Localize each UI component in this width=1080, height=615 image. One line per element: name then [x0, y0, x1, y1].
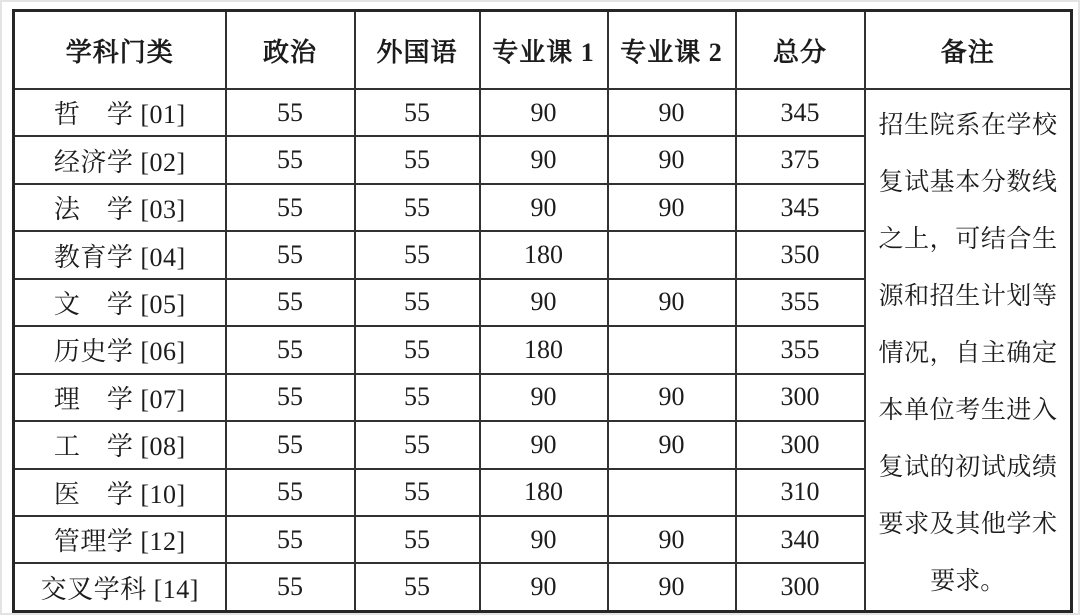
remark-line: 复试基本分数线	[878, 169, 1057, 196]
discipline-cell: 理 学 [07]	[14, 374, 226, 421]
foreign-language-score-cell: 55	[355, 563, 480, 611]
course2-score-cell: 90	[608, 516, 736, 563]
header-remark: 备注	[865, 11, 1072, 90]
total-score-cell: 345	[736, 184, 865, 231]
foreign-language-score-cell: 55	[355, 184, 480, 231]
table-body	[14, 89, 1072, 612]
header-row	[14, 11, 1072, 90]
total-score-cell: 300	[736, 563, 865, 611]
foreign-language-score-cell: 55	[355, 89, 480, 136]
course1-score-cell: 90	[480, 89, 608, 136]
remark-line: 本单位考生进入	[878, 397, 1057, 424]
discipline-cell: 哲 学 [01]	[14, 89, 226, 136]
course2-score-cell: 90	[608, 374, 736, 421]
table-row	[14, 89, 1072, 136]
discipline-cell: 历史学 [06]	[14, 326, 226, 373]
course1-score-cell: 180	[480, 231, 608, 278]
foreign-language-score-cell: 55	[355, 469, 480, 516]
course1-score-cell: 90	[480, 136, 608, 183]
total-score-cell: 345	[736, 89, 865, 136]
course2-score-cell: 90	[608, 184, 736, 231]
course1-score-cell: 90	[480, 374, 608, 421]
politics-score-cell: 55	[226, 231, 355, 278]
remark-line: 要求。	[930, 568, 1006, 595]
course1-score-cell: 90	[480, 516, 608, 563]
course1-score-cell: 90	[480, 279, 608, 326]
header-course2: 专业课 2	[608, 11, 736, 90]
politics-score-cell: 55	[226, 89, 355, 136]
foreign-language-score-cell: 55	[355, 421, 480, 468]
total-score-cell: 300	[736, 374, 865, 421]
total-score-cell: 355	[736, 326, 865, 373]
total-score-cell: 355	[736, 279, 865, 326]
total-score-cell: 350	[736, 231, 865, 278]
course2-score-cell: 90	[608, 89, 736, 136]
course2-score-cell: 90	[608, 421, 736, 468]
politics-score-cell: 55	[226, 563, 355, 611]
header-politics: 政治	[226, 11, 355, 90]
course2-score-cell: 90	[608, 563, 736, 611]
header-discipline: 学科门类	[14, 11, 226, 90]
course1-score-cell: 90	[480, 563, 608, 611]
politics-score-cell: 55	[226, 469, 355, 516]
header-foreign-language: 外国语	[355, 11, 480, 90]
total-score-cell: 310	[736, 469, 865, 516]
politics-score-cell: 55	[226, 184, 355, 231]
course1-score-cell: 180	[480, 469, 608, 516]
foreign-language-score-cell: 55	[355, 326, 480, 373]
discipline-cell: 工 学 [08]	[14, 421, 226, 468]
discipline-cell: 教育学 [04]	[14, 231, 226, 278]
total-score-cell: 340	[736, 516, 865, 563]
politics-score-cell: 55	[226, 374, 355, 421]
remark-line: 之上，可结合生	[878, 226, 1057, 253]
header-course1: 专业课 1	[480, 11, 608, 90]
header-total-score: 总分	[736, 11, 865, 90]
discipline-cell: 经济学 [02]	[14, 136, 226, 183]
discipline-cell: 医 学 [10]	[14, 469, 226, 516]
discipline-cell: 管理学 [12]	[14, 516, 226, 563]
discipline-cell: 法 学 [03]	[14, 184, 226, 231]
course2-score-cell: 90	[608, 279, 736, 326]
foreign-language-score-cell: 55	[355, 231, 480, 278]
course1-score-cell: 180	[480, 326, 608, 373]
remark-line: 要求及其他学术	[878, 511, 1057, 538]
remark-line: 复试的初试成绩	[878, 454, 1057, 481]
foreign-language-score-cell: 55	[355, 136, 480, 183]
foreign-language-score-cell: 55	[355, 516, 480, 563]
remark-cell	[865, 89, 1072, 612]
discipline-cell: 文 学 [05]	[14, 279, 226, 326]
remark-line: 情况，自主确定	[878, 340, 1057, 367]
table-header	[14, 11, 1072, 90]
course1-score-cell: 90	[480, 184, 608, 231]
course1-score-cell: 90	[480, 421, 608, 468]
course2-score-cell	[608, 326, 736, 373]
discipline-cell: 交叉学科 [14]	[14, 563, 226, 611]
course2-score-cell: 90	[608, 136, 736, 183]
course2-score-cell	[608, 231, 736, 278]
politics-score-cell: 55	[226, 136, 355, 183]
remark-line: 招生院系在学校	[878, 112, 1057, 139]
foreign-language-score-cell: 55	[355, 279, 480, 326]
politics-score-cell: 55	[226, 516, 355, 563]
politics-score-cell: 55	[226, 279, 355, 326]
total-score-cell: 375	[736, 136, 865, 183]
politics-score-cell: 55	[226, 421, 355, 468]
foreign-language-score-cell: 55	[355, 374, 480, 421]
remark-line: 源和招生计划等	[878, 283, 1057, 310]
total-score-cell: 300	[736, 421, 865, 468]
scoreline-table	[12, 9, 1073, 613]
course2-score-cell	[608, 469, 736, 516]
politics-score-cell: 55	[226, 326, 355, 373]
